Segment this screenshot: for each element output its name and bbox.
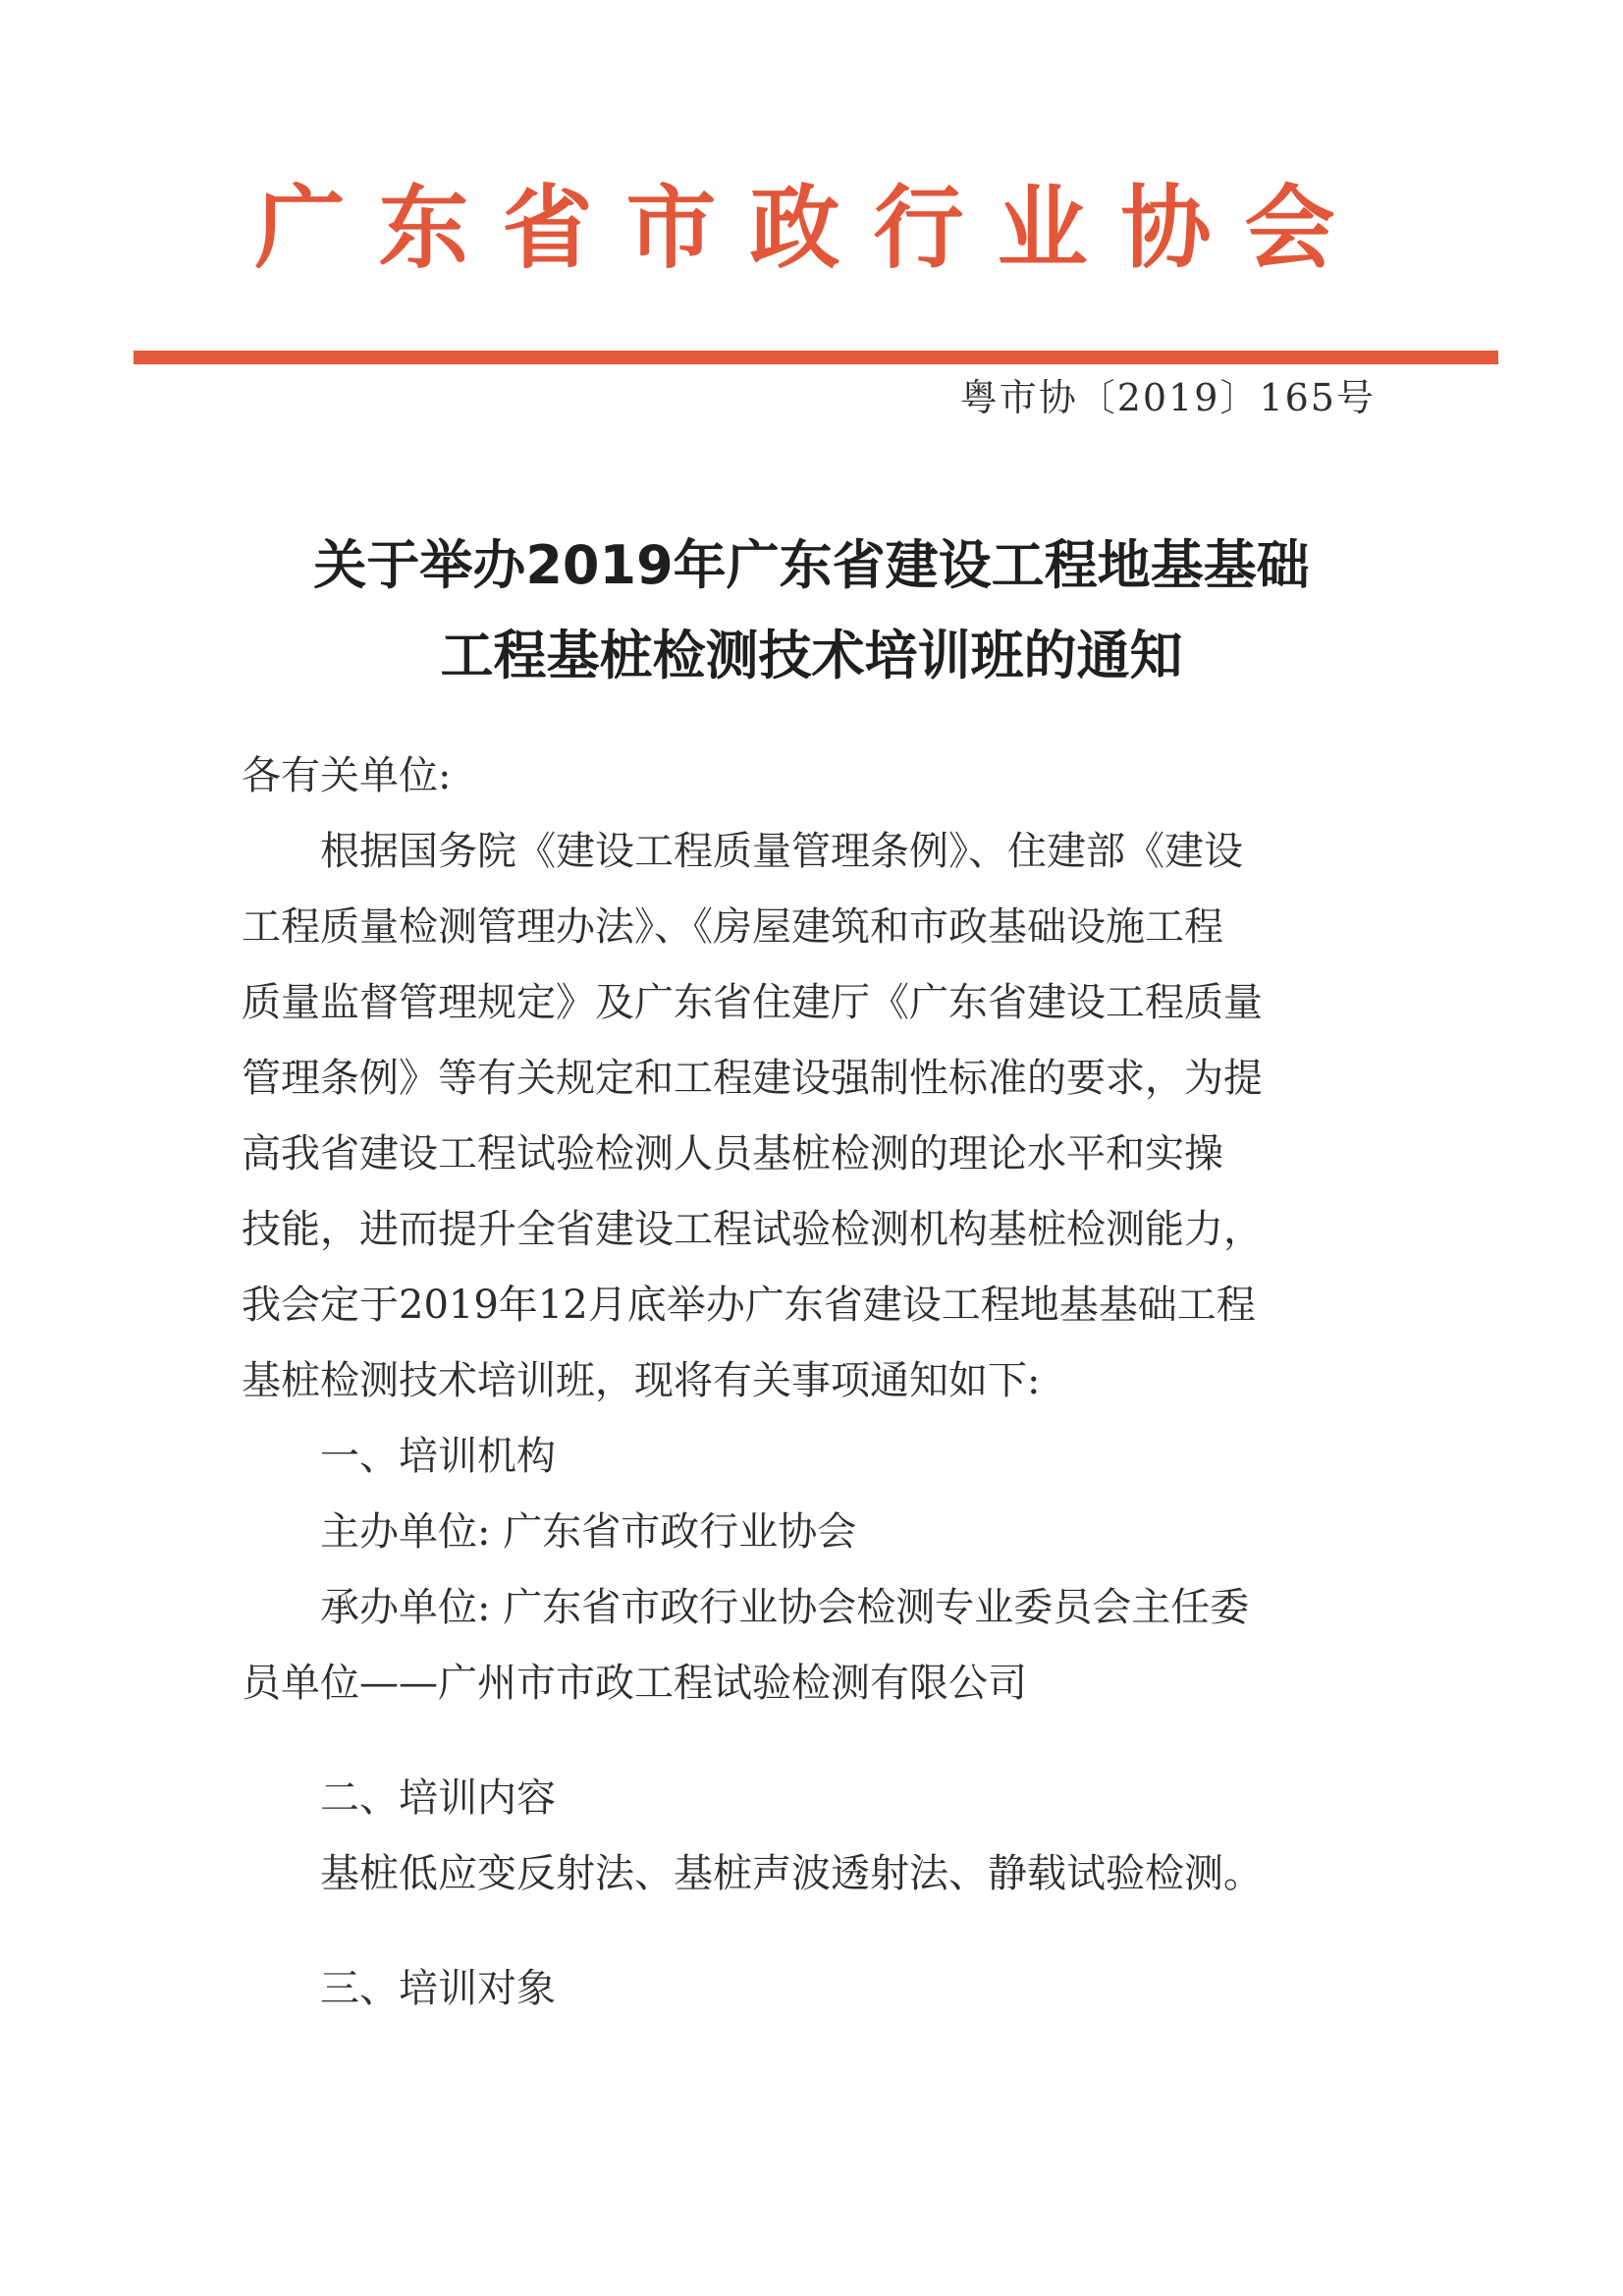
undertaker-line-2: 员单位——广州市市政工程试验检测有限公司 bbox=[242, 1661, 1027, 1706]
organizer-line: 主办单位: 广东省市政行业协会 bbox=[320, 1509, 857, 1555]
section-heading-3: 三、培训对象 bbox=[320, 1966, 556, 2011]
paragraph-line: 管理条例》等有关规定和工程建设强制性标准的要求，为提 bbox=[242, 1056, 1263, 1101]
salutation: 各有关单位: bbox=[242, 753, 452, 798]
paragraph-line: 我会定于2019年12月底举办广东省建设工程地基基础工程 bbox=[242, 1283, 1256, 1328]
header-divider bbox=[134, 351, 1498, 364]
document-body bbox=[242, 738, 1371, 2027]
document-title bbox=[0, 520, 1623, 701]
section-heading-1: 一、培训机构 bbox=[320, 1434, 556, 1479]
section-heading-2: 二、培训内容 bbox=[320, 1776, 556, 1821]
paragraph-line: 基桩检测技术培训班，现将有关事项通知如下: bbox=[242, 1358, 1041, 1403]
paragraph-line: 质量监督管理规定》及广东省住建厅《广东省建设工程质量 bbox=[242, 980, 1263, 1025]
paragraph-line: 根据国务院《建设工程质量管理条例》、住建部《建设 bbox=[320, 829, 1243, 874]
paragraph-line: 工程质量检测管理办法》、《房屋建筑和市政基础设施工程 bbox=[242, 904, 1223, 950]
training-content: 基桩低应变反射法、基桩声波透射法、静载试验检测。 bbox=[320, 1851, 1263, 1896]
paragraph-line: 技能，进而提升全省建设工程试验检测机构基桩检测能力， bbox=[242, 1207, 1263, 1252]
title-line-1: 关于举办2019年广东省建设工程地基基础 bbox=[313, 534, 1310, 596]
document-number: 粤市协〔2019〕165号 bbox=[959, 376, 1376, 419]
title-line-2: 工程基桩检测技术培训班的通知 bbox=[440, 625, 1183, 686]
organization-header: 广东省市政行业协会 bbox=[254, 176, 1369, 281]
paragraph-line: 高我省建设工程试验检测人员基桩检测的理论水平和实操 bbox=[242, 1131, 1223, 1176]
undertaker-line-1: 承办单位: 广东省市政行业协会检测专业委员会主任委 bbox=[320, 1585, 1250, 1630]
